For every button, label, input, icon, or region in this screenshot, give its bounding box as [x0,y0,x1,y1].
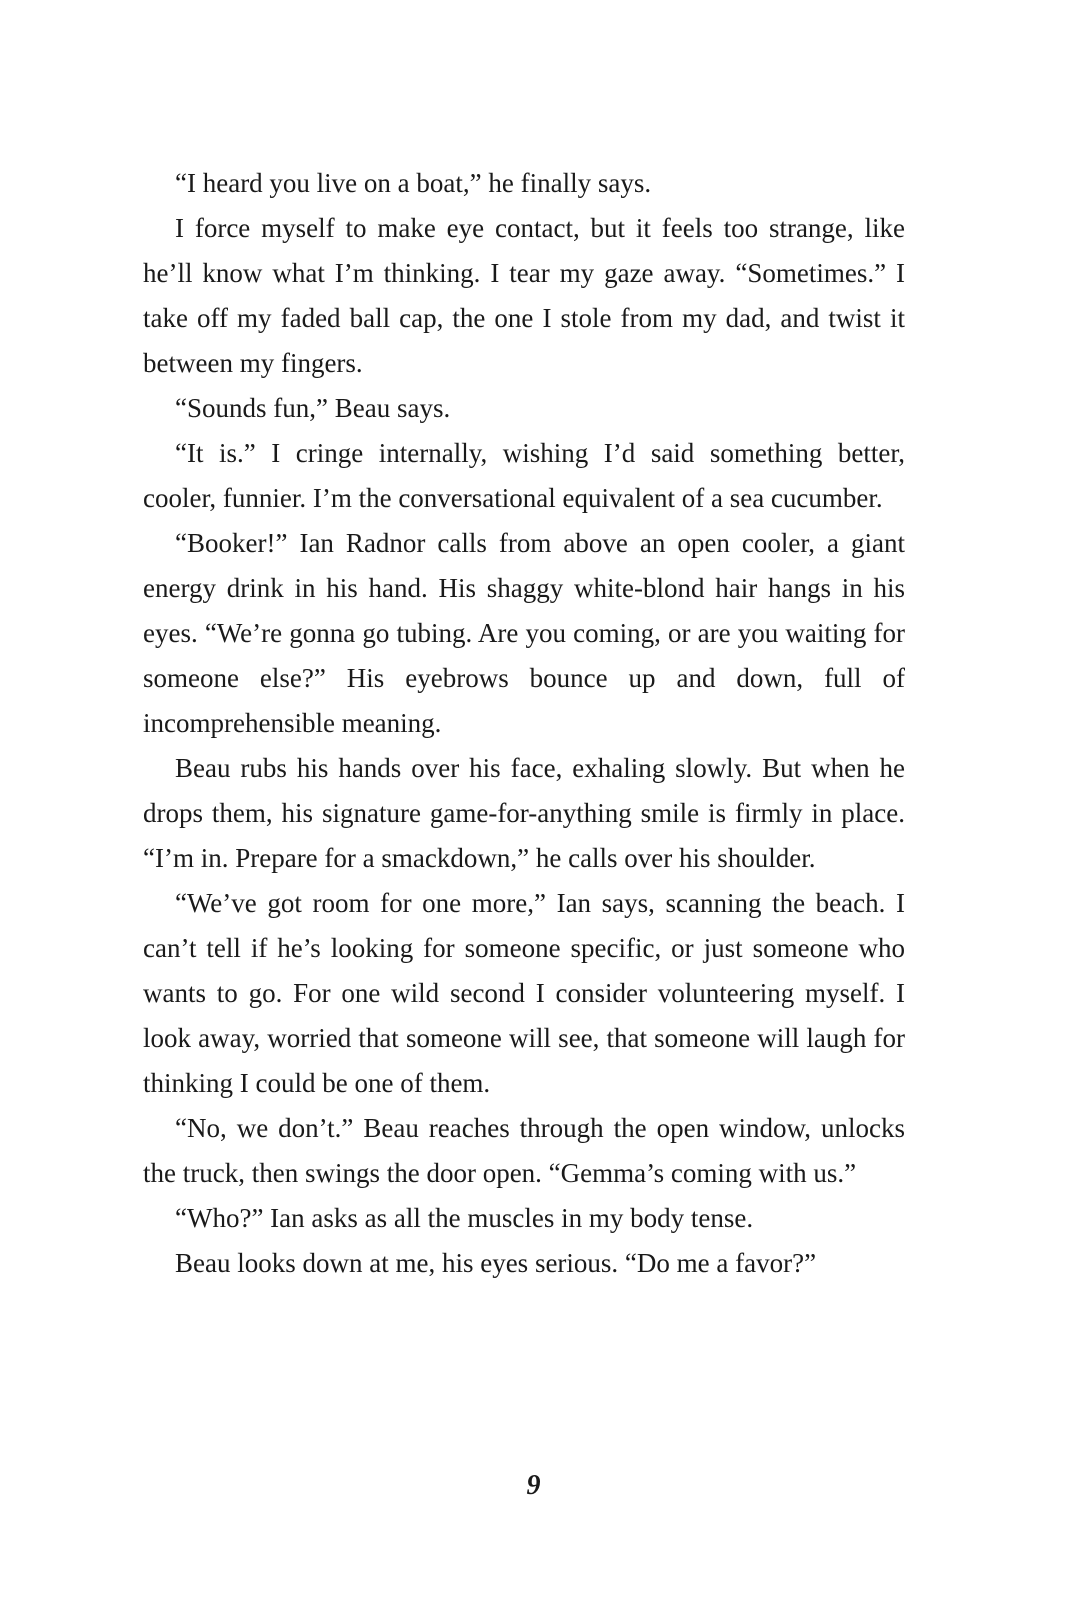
paragraph: “It is.” I cringe internally, wishing I’d said something better, cooler, funnier. I’m the conversational equivalent of a sea cucumber. [143,438,905,513]
paragraph: “Sounds fun,” Beau says. [175,393,451,423]
body-text [143,161,905,1286]
paragraph: “No, we don’t.” Beau reaches through the open window, unlocks the truck, then swings the door open. “Gemma’s coming with us.” [143,1113,905,1188]
paragraph: “Booker!” Ian Radnor calls from above an open cooler, a giant energy drink in his hand. His shaggy white-blond hair hangs in his eyes. “We’re gonna go tubing. Are you coming, or are you waiting for someone else?” His eyebrows bounce up and down, full of incomprehensible meaning. [143,528,905,738]
paragraph: “I heard you live on a boat,” he finally says. [175,168,652,198]
paragraph: I force myself to make eye contact, but it feels too strange, like he’ll know what I’m thinking. I tear my gaze away. “Sometimes.” I take off my faded ball cap, the one I stole from my dad, and twist it between my fingers. [143,213,905,378]
paragraph: “We’ve got room for one more,” Ian says, scanning the beach. I can’t tell if he’s looking for someone specific, or just someone who wants to go. For one wild second I consider volunteering myself. I look away, worried that someone will see, that someone will laugh for thinking I could be one of them. [143,888,905,1098]
paragraph: Beau looks down at me, his eyes serious. “Do me a favor?” [175,1248,817,1278]
paragraph: Beau rubs his hands over his face, exhaling slowly. But when he drops them, his signature game-for-anything smile is firmly in place. “I’m in. Prepare for a smackdown,” he calls over his shoulder. [143,753,905,873]
paragraph: “Who?” Ian asks as all the muscles in my body tense. [175,1203,754,1233]
page-number: 9 [526,1470,541,1501]
